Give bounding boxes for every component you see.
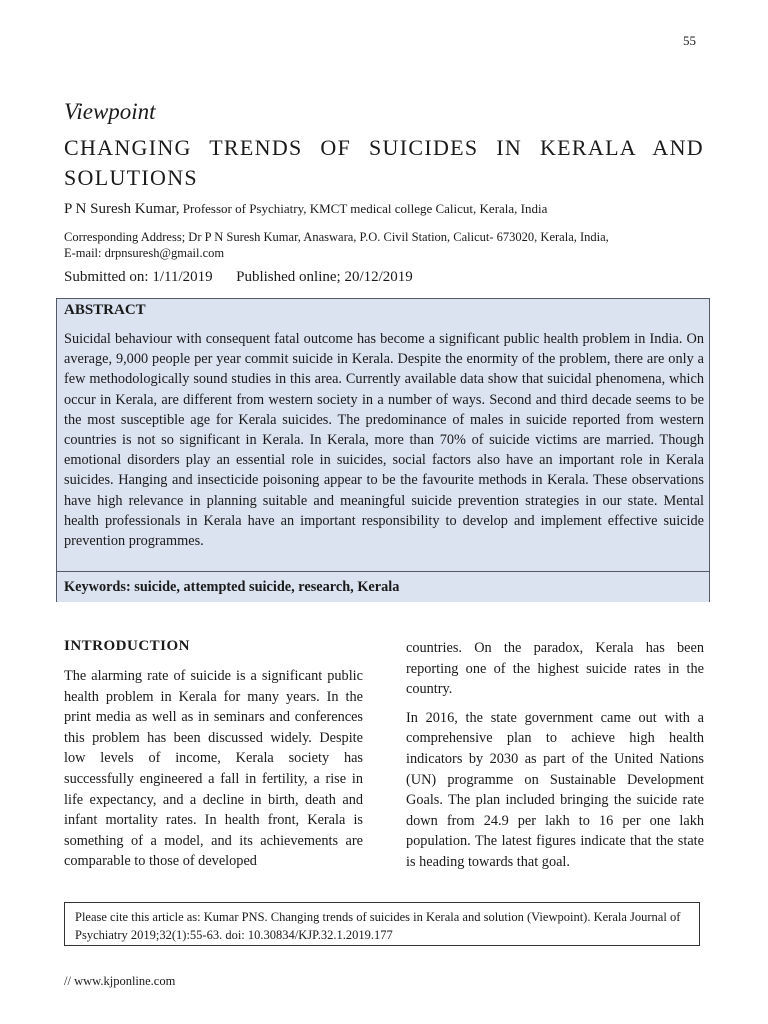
keywords: Keywords: suicide, attempted suicide, research, Kerala [64, 579, 400, 595]
footer-website[interactable]: // www.kjponline.com [64, 974, 176, 988]
title-line-1: CHANGING TRENDS OF SUICIDES IN KERALA AND [64, 135, 704, 160]
email: E-mail: drpnsuresh@gmail.com [64, 246, 225, 260]
intro-paragraph-2: countries. On the paradox, Kerala has been reporting one of the highest suicide rates in the country. [406, 640, 704, 698]
author-affiliation: Professor of Psychiatry, KMCT medical college Calicut, Kerala, India [182, 201, 548, 216]
citation-box: Please cite this article as: Kumar PNS. Changing trends of suicides in Kerala and solution (Viewpoint). Kerala Journal of Psychiatry 2019;32(1):55-63. doi: 10.30834/KJP.32.1.2019.177 [64, 902, 700, 946]
article-title [64, 133, 704, 193]
intro-paragraph-1: The alarming rate of suicide is a significant public health problem in Kerala for many years. In the print media as well as in seminars and conferences this problem has been discussed widely. Despite low levels of income, Kerala society has successfully engineered a fall in fertility, a rise in life expectancy, and a decline in birth, death and infant mortality rates. In health front, Kerala is something of a model, and its achievements are comparable to those of developed [64, 668, 363, 870]
keywords-band [57, 571, 709, 602]
abstract-heading: ABSTRACT [64, 302, 146, 318]
corresponding-address: Corresponding Address; Dr P N Suresh Kumar, Anaswara, P.O. Civil Station, Calicut- 673020, Kerala, India, [64, 230, 609, 244]
author-name: P N Suresh Kumar, [64, 201, 180, 217]
author-line [64, 201, 547, 218]
page-number: 55 [683, 33, 696, 48]
intro-paragraph-3: In 2016, the state government came out with a comprehensive plan to achieve high health indicators by 2030 as part of the United Nations (UN) programme on Sustainable Development Goals. The plan included bringing the suicide rate down from 24.9 per lakh to 16 per one lakh population. The latest figures indicate that the state is heading towards that goal. [406, 709, 704, 870]
corresponding-address-block [64, 229, 684, 261]
dates-line [64, 269, 413, 286]
abstract-box [56, 298, 710, 602]
title-line-2: SOLUTIONS [64, 165, 198, 190]
section-label: Viewpoint [64, 99, 156, 124]
introduction-heading: INTRODUCTION [64, 638, 191, 654]
left-column [64, 666, 363, 872]
right-column [406, 638, 704, 881]
published-date: Published online; 20/12/2019 [236, 269, 413, 285]
submitted-date: Submitted on: 1/11/2019 [64, 269, 213, 285]
abstract-body: Suicidal behaviour with consequent fatal outcome has become a significant public health problem in India. On average, 9,000 people per year commit suicide in Kerala. Despite the enormity of the problem, there are only a few methodologically sound studies in this area. Currently available data show that suicidal phenomena, which occur in Kerala, are different from western society in a number of ways. Second and third decade seems to be the most susceptible age for Kerala suicides. The predominance of males in suicide reported from western countries is not so significant in Kerala. In Kerala, more than 70% of suicide victims are married. Though emotional disorders play an essential role in suicides, social factors also have an important role in Kerala suicides. Hanging and insecticide poisoning appear to be the favourite methods in Kerala. These observations have high relevance in planning suitable and meaningful suicide prevention strategies in our state. Mental health professionals in Kerala have an important responsibility to develop and implement effective suicide prevention programmes. [64, 331, 704, 550]
